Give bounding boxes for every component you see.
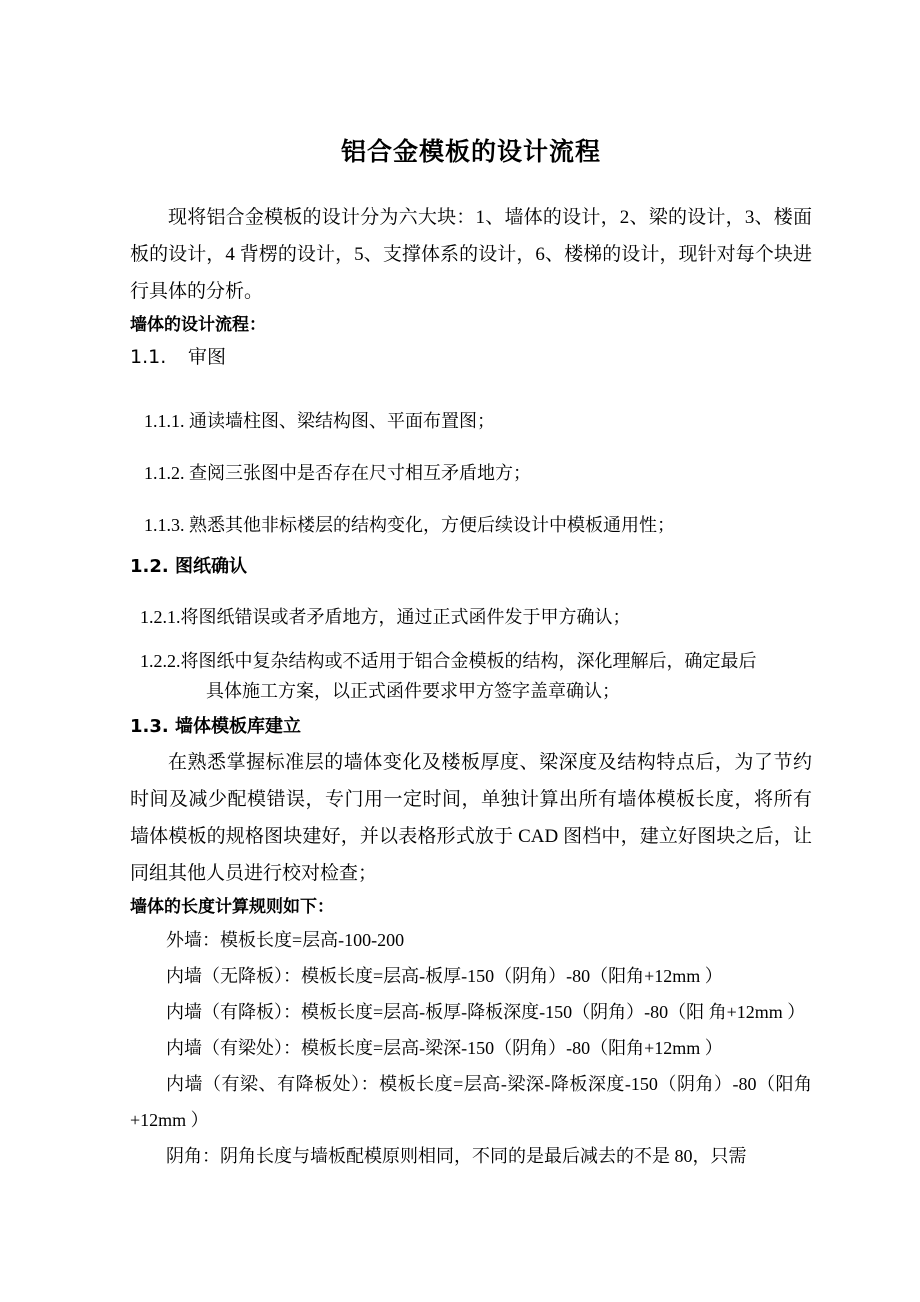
item-1-1-2: 1.1.2. 查阅三张图中是否存在尺寸相互矛盾地方； (144, 462, 531, 483)
rules-heading: 墙体的长度计算规则如下： (130, 896, 334, 917)
rule-line: 内墙（有降板）：模板长度=层高-板厚-降板深度-150（阴角）-80（阳 角+12mm ） (166, 1001, 806, 1022)
item-1-2-2-line2: 具体施工方案，以正式函件要求甲方签字盖章确认； (206, 680, 620, 701)
heading-1-3 (130, 710, 812, 744)
rule-line: 外墙：模板长度=层高-100-200 (166, 929, 405, 950)
rule-line: 阴角：阴角长度与墙板配模原则相同，不同的是最后减去的不是 80，只需 (166, 1145, 747, 1166)
item-1-2-2 (130, 646, 812, 706)
rule-line: 内墙（有梁、有降板处）：模板长度=层高-梁深-降板深度-150（阴角）-80（阳角+12mm ） (130, 1073, 812, 1130)
heading-1-2-number: 1.2. (130, 555, 169, 577)
heading-1-1-label: 审图 (188, 345, 227, 368)
item-1-1-1: 1.1.1. 通读墙柱图、梁结构图、平面布置图； (144, 410, 495, 431)
heading-1-1-number: 1.1. (130, 345, 167, 368)
rule-line: 内墙（无降板）：模板长度=层高-板厚-150（阴角）-80（阳角+12mm ） (166, 965, 723, 986)
heading-1-1 (130, 340, 812, 374)
heading-1-2-label: 图纸确认 (175, 555, 248, 577)
item-1-2-2-line1: 1.2.2.将图纸中复杂结构或不适用于铝合金模板的结构，深化理解后，确定最后 (140, 650, 757, 671)
intro-paragraph: 现将铝合金模板的设计分为六大块：1、墙体的设计，2、梁的设计，3、楼面板的设计，4 背楞的设计，5、支撑体系的设计，6、楼梯的设计，现针对每个块进行具体的分析。 (130, 206, 812, 302)
rule-line: 内墙（有梁处）：模板长度=层高-梁深-150（阴角）-80（阳角+12mm ） (166, 1037, 723, 1058)
section-wall-heading: 墙体的设计流程： (130, 314, 266, 335)
paragraph-1-3: 在熟悉掌握标准层的墙体变化及楼板厚度、梁深度及结构特点后，为了节约时间及减少配模错误，专门用一定时间，单独计算出所有墙体模板长度，将所有墙体模板的规格图块建好，并以表格形式放于 CAD 图档中，建立好图块之后，让同组其他人员进行校对检查； (130, 751, 812, 884)
heading-1-3-number: 1.3. (130, 715, 169, 737)
heading-1-3-label: 墙体模板库建立 (175, 715, 302, 737)
page-title: 铝合金模板的设计流程 (340, 137, 601, 166)
heading-1-2 (130, 550, 812, 584)
item-1-2-1: 1.2.1.将图纸错误或者矛盾地方，通过正式函件发于甲方确认； (140, 606, 631, 627)
item-1-1-3: 1.1.3. 熟悉其他非标楼层的结构变化，方便后续设计中模板通用性； (144, 514, 675, 535)
